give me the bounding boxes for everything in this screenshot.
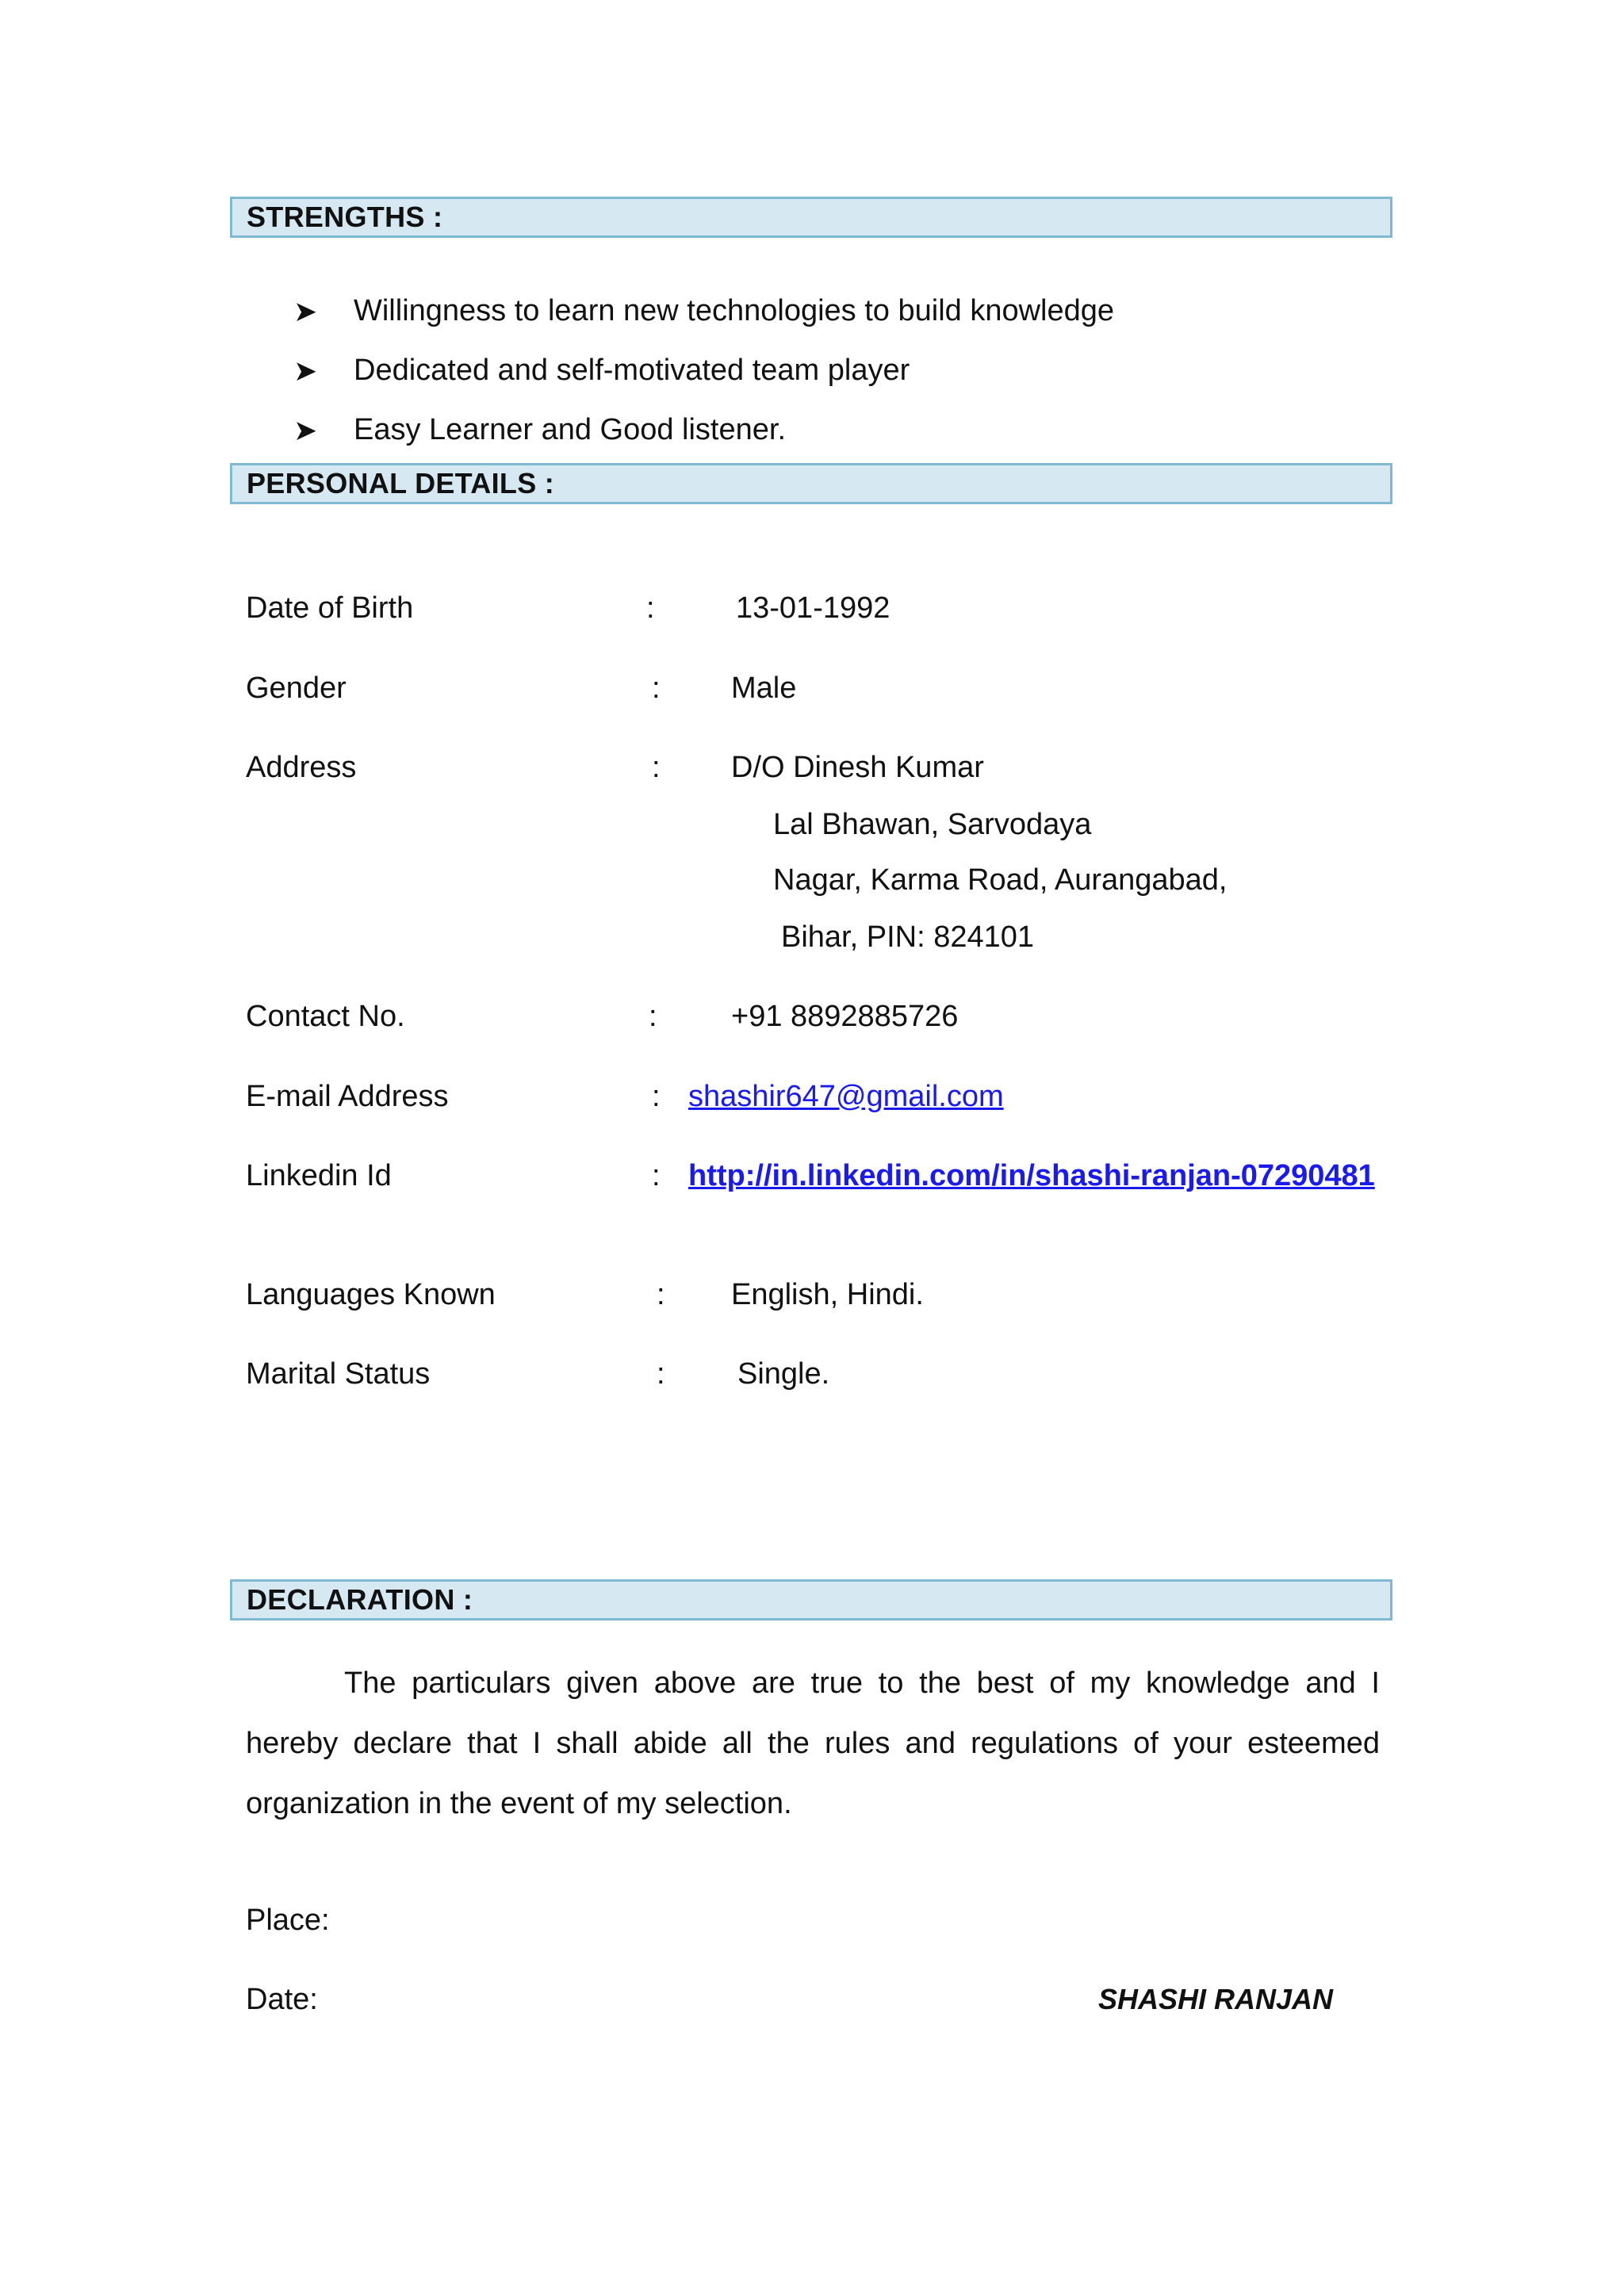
contact-row — [246, 997, 1404, 1036]
strength-text: Dedicated and self-motivated team player — [354, 354, 910, 387]
address-line-1: D/O Dinesh Kumar — [731, 751, 984, 784]
strength-text: Willingness to learn new technologies to build knowledge — [354, 294, 1115, 327]
separator: : — [657, 1278, 665, 1311]
contact-value: +91 8892885726 — [731, 1000, 959, 1033]
languages-row — [246, 1275, 1404, 1314]
strength-text: Easy Learner and Good listener. — [354, 413, 787, 446]
separator: : — [657, 1357, 665, 1391]
gender-row — [246, 668, 1404, 708]
address-label: Address — [246, 751, 357, 784]
marital-label: Marital Status — [246, 1357, 431, 1391]
linkedin-link[interactable]: http://in.linkedin.com/in/shashi-ranjan-07290481 — [688, 1159, 1375, 1192]
arrow-bullet-icon: ➤ — [293, 354, 318, 387]
languages-value: English, Hindi. — [731, 1278, 924, 1311]
declaration-text: The particulars given above are true to the best of my knowledge and I hereby declare that I shall abide all the rules and regulations of your esteemed organization in the event of my selection. — [246, 1667, 1380, 1820]
marital-row — [246, 1354, 1404, 1394]
strengths-header-label: STRENGTHS : — [247, 201, 443, 233]
separator: : — [649, 1000, 657, 1033]
contact-label: Contact No. — [246, 1000, 405, 1033]
strengths-header — [230, 197, 1392, 238]
address-line-3: Nagar, Karma Road, Aurangabad, — [773, 863, 1228, 897]
marital-value: Single. — [737, 1357, 830, 1391]
arrow-bullet-icon: ➤ — [293, 413, 318, 446]
declaration-header — [230, 1579, 1392, 1621]
separator: : — [652, 672, 661, 705]
email-link[interactable]: shashir647@gmail.com — [688, 1080, 1004, 1113]
address-row — [246, 748, 1404, 787]
arrow-bullet-icon: ➤ — [293, 294, 318, 327]
linkedin-row — [246, 1156, 1404, 1196]
address-line-2: Lal Bhawan, Sarvodaya — [773, 808, 1092, 841]
date-label: Date: — [246, 1983, 318, 2016]
strengths-list — [293, 281, 1114, 460]
personal-details-header-label: PERSONAL DETAILS : — [247, 467, 555, 499]
email-label: E-mail Address — [246, 1080, 449, 1113]
list-item — [293, 341, 1114, 400]
dob-value: 13-01-1992 — [736, 591, 891, 625]
email-row — [246, 1077, 1404, 1116]
languages-label: Languages Known — [246, 1278, 496, 1311]
dob-label: Date of Birth — [246, 591, 414, 625]
gender-value: Male — [731, 672, 797, 705]
linkedin-label: Linkedin Id — [246, 1159, 392, 1192]
gender-label: Gender — [246, 672, 347, 705]
separator: : — [646, 591, 655, 625]
separator: : — [652, 1159, 661, 1192]
list-item — [293, 400, 1114, 460]
separator: : — [652, 1080, 661, 1113]
declaration-header-label: DECLARATION : — [247, 1583, 473, 1616]
separator: : — [652, 751, 661, 784]
personal-details-header — [230, 463, 1392, 504]
address-line-4: Bihar, PIN: 824101 — [781, 920, 1034, 954]
list-item — [293, 281, 1114, 341]
dob-row — [246, 588, 1404, 628]
signature-name: SHASHI RANJAN — [1097, 1983, 1333, 2015]
place-label: Place: — [246, 1904, 330, 1937]
